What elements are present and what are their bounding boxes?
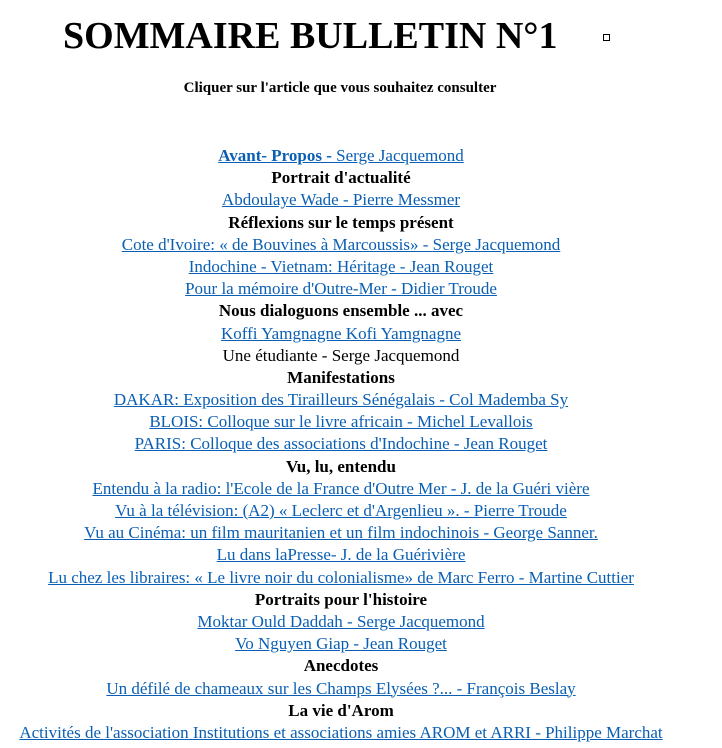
article-link[interactable]: Un défilé de chameaux sur les Champs Elysées ?... - François Beslay — [106, 678, 576, 698]
section-heading: Réflexions sur le temps présent — [228, 212, 454, 232]
article-link[interactable]: Indochine - Vietnam: Héritage - Jean Rouget — [188, 256, 494, 276]
article-link[interactable]: Vu à la télévision: (A2) « Leclerc et d'Argenlieu ». - Pierre Troude — [115, 501, 567, 520]
article-link[interactable]: Vo Nguyen Giap - Jean Rouget — [235, 634, 447, 654]
section-heading: Nous dialoguons ensemble ... avec — [218, 301, 464, 321]
article-link[interactable]: Cote d'Ivoire: « de Bouvines à Marcoussis» - Serge Jacquemond — [121, 234, 561, 254]
article-link[interactable]: DAKAR: Exposition des Tirailleurs Sénégalais - Col Mademba Sy — [113, 390, 569, 410]
article-link[interactable]: Lu chez les libraires: « Le livre noir du colonialisme» de Marc Ferro - Martine Cuttier — [48, 567, 634, 587]
table-of-contents — [0, 145, 700, 744]
page-title: SOMMAIRE BULLETIN N°1 — [63, 15, 558, 57]
article-link[interactable]: BLOIS: Colloque sur le livre africain - Michel Levallois — [149, 412, 533, 432]
avant-propos-link[interactable]: Avant- Propos - — [218, 146, 332, 165]
section-heading: Vu, lu, entendu — [286, 456, 396, 476]
page-subtitle: Cliquer sur l'article que vous souhaitez consulter — [183, 80, 497, 96]
article-link[interactable]: Moktar Ould Daddah - Serge Jacquemond — [197, 611, 485, 631]
image-placeholder-icon — [603, 34, 610, 41]
article-link[interactable]: Activités de l'association Institutions et associations amies AROM et ARRI - Philippe Marchat — [19, 722, 663, 742]
article-link[interactable]: Abdoulaye Wade - Pierre Messmer — [221, 190, 461, 210]
section-heading: La vie d'Arom — [288, 700, 394, 720]
article-title-text: Une étudiante - Serge Jacquemond — [222, 345, 460, 365]
avant-propos-author-link[interactable]: Serge Jacquemond — [331, 146, 464, 165]
article-link[interactable]: PARIS: Colloque des associations d'Indochine - Jean Rouget — [134, 434, 548, 454]
article-link[interactable]: Lu dans laPresse- J. de la Guérivière — [216, 545, 466, 565]
article-link[interactable]: Pour la mémoire d'Outre-Mer - Didier Troude — [185, 279, 497, 299]
toc-entry — [0, 145, 700, 167]
article-link[interactable]: Entendu à la radio: l'Ecole de la France d'Outre Mer - J. de la Guéri vière — [92, 478, 590, 498]
article-link[interactable]: Vu au Cinéma: un film mauritanien et un film indochinois - George Sanner. — [84, 523, 598, 543]
article-link[interactable]: Koffi Yamgnagne Kofi Yamgnagne — [220, 323, 462, 343]
section-heading: Anecdotes — [303, 656, 379, 676]
section-heading: Manifestations — [287, 367, 395, 387]
section-heading: Portrait d'actualité — [271, 168, 411, 188]
section-heading: Portraits pour l'histoire — [254, 589, 428, 609]
